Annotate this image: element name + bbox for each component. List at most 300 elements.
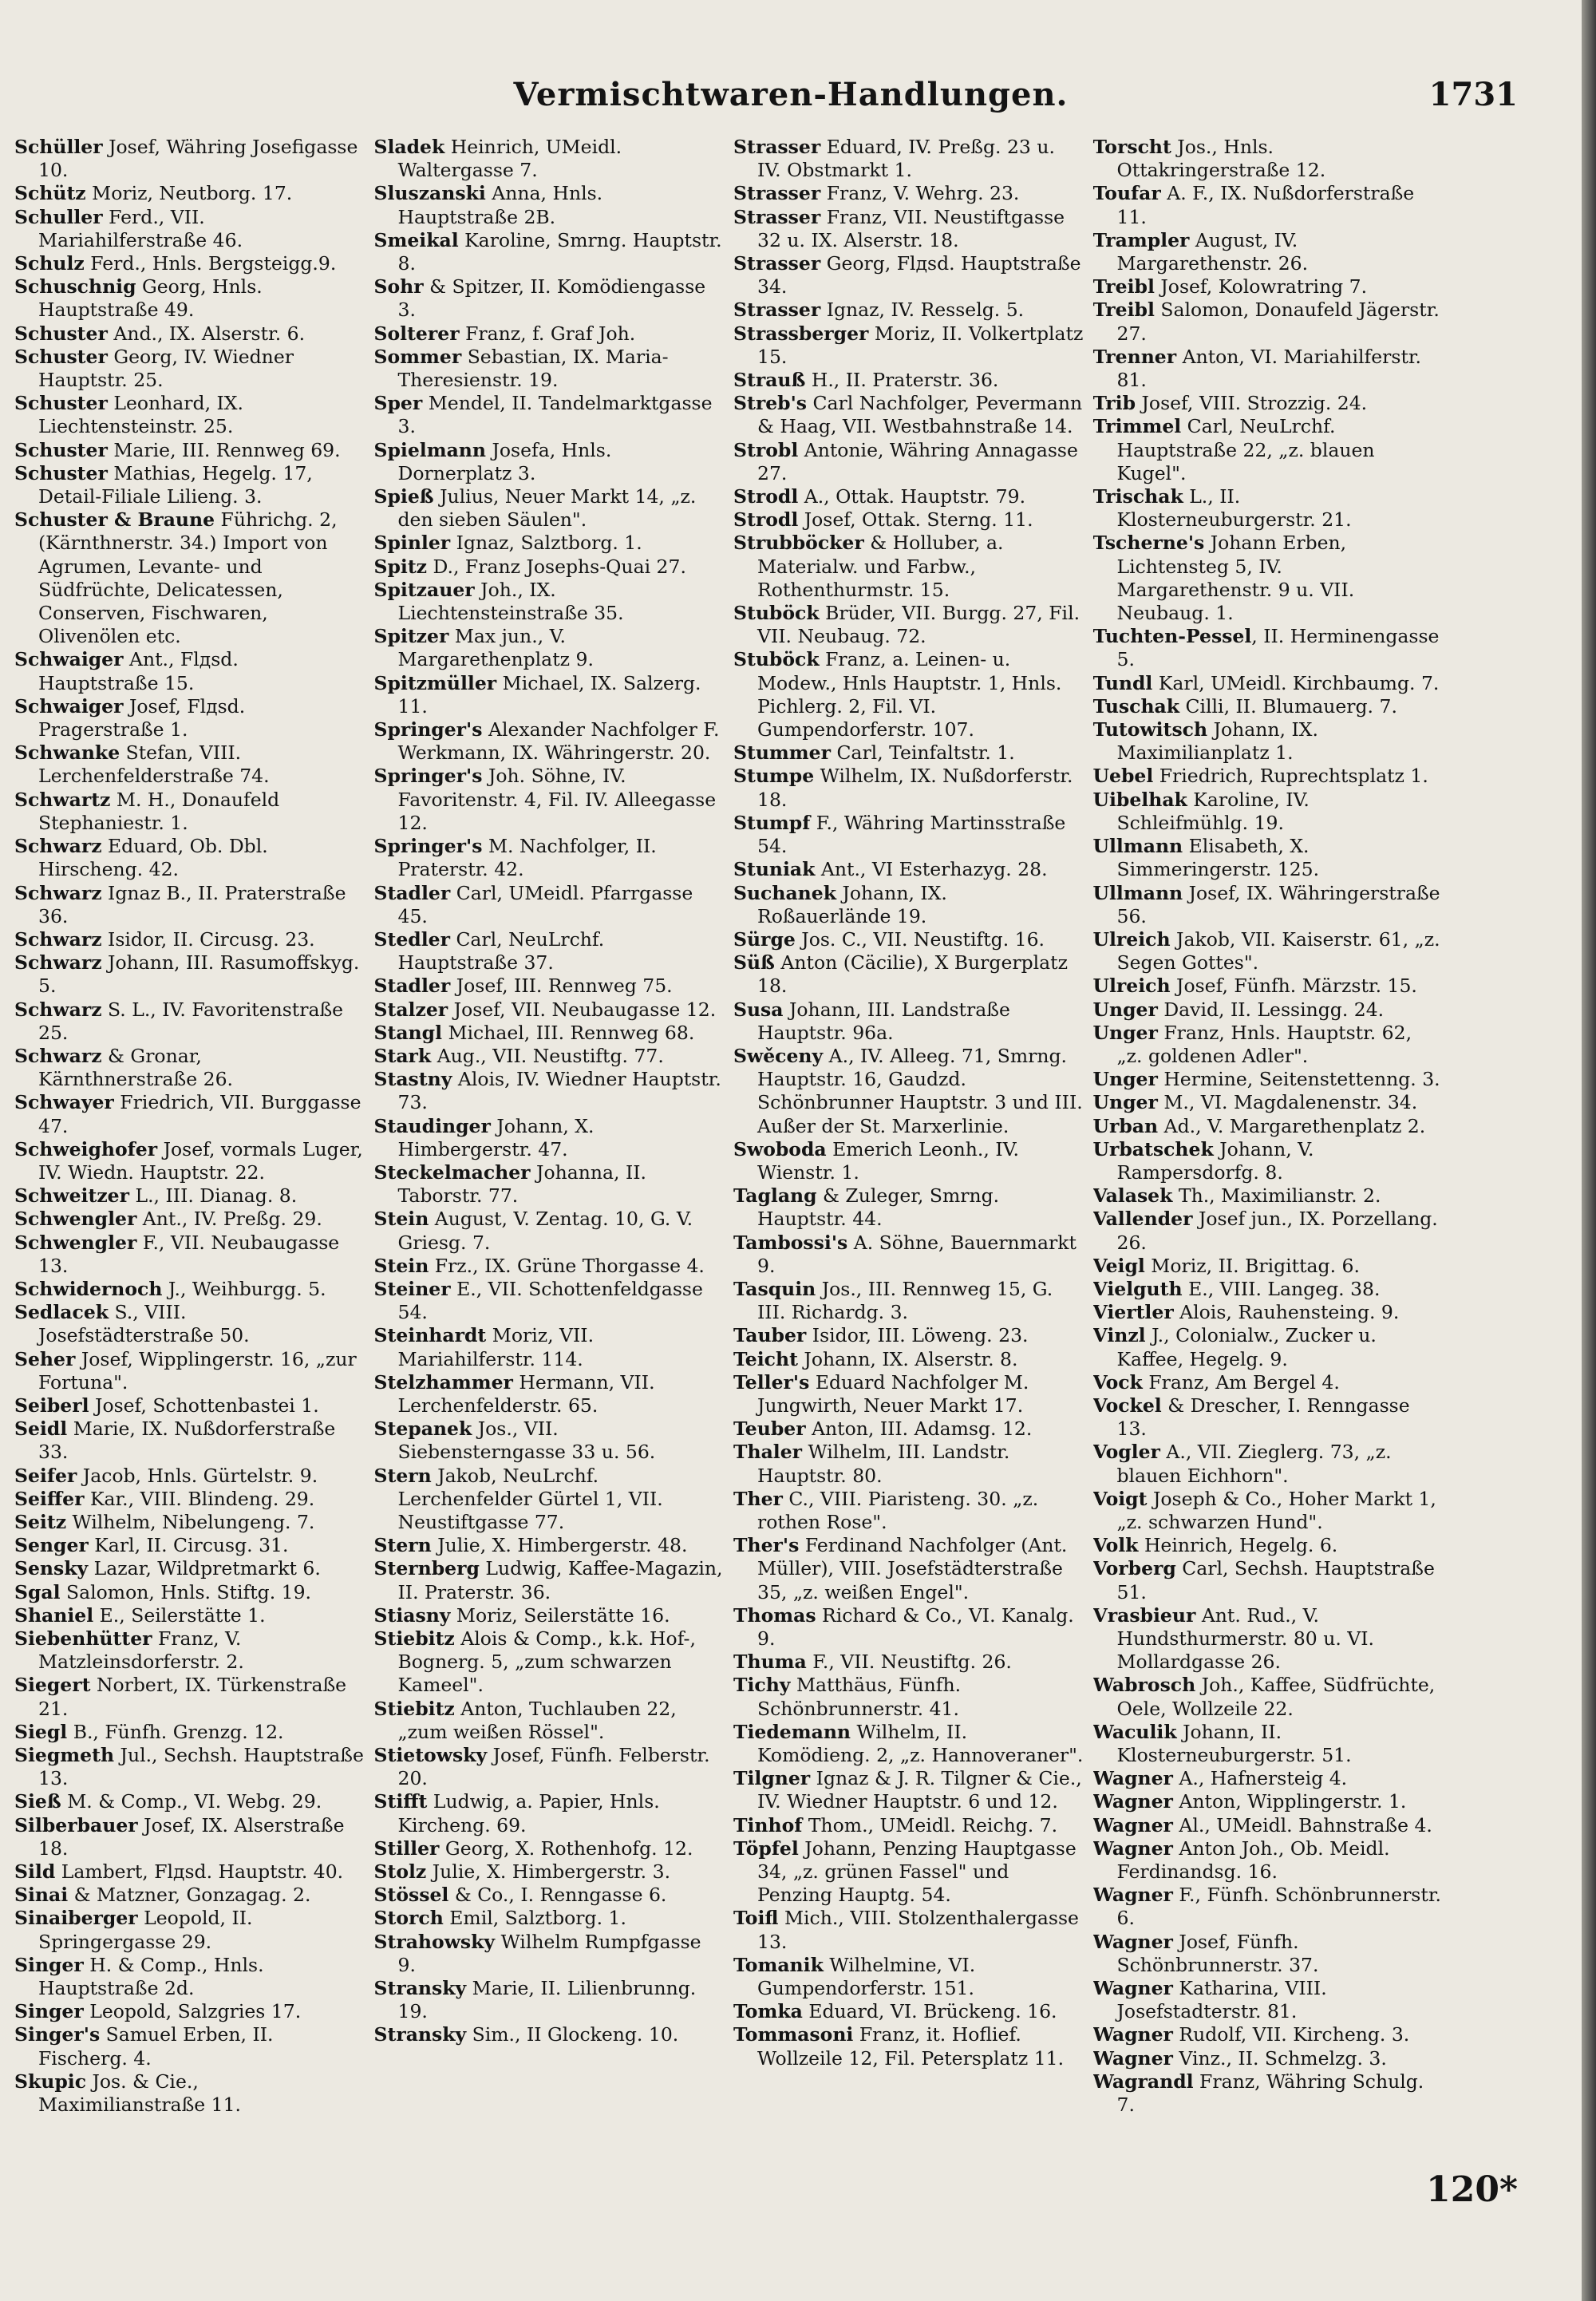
directory-entry — [1093, 835, 1444, 881]
entry-name: Schwidernoch — [14, 1277, 163, 1300]
directory-entry — [374, 275, 725, 322]
entry-name: Seher — [14, 1347, 76, 1370]
directory-entry — [374, 1417, 725, 1464]
entry-details: E., VIII. Langeg. 38. — [1182, 1277, 1381, 1300]
entry-details: Johann, X. Himbergerstr. 47. — [397, 1114, 595, 1160]
directory-entry — [1093, 1394, 1444, 1441]
entry-details: Franz, Währing Schulg. 7. — [1116, 2070, 1424, 2117]
entry-name: Stolz — [373, 1860, 427, 1884]
page-header — [0, 76, 1582, 132]
entry-details: Ferdinand Nachfolger (Ant. Müller), VIII. Josefstädterstraße 35, „z. weißen Engel". — [757, 1534, 1068, 1603]
entry-name: Schwaiger — [14, 694, 124, 718]
directory-entry — [1093, 1767, 1444, 1790]
entry-name: Strasser — [733, 298, 821, 322]
entry-details: Johann, V. Rampersdorfg. 8. — [1116, 1137, 1314, 1184]
directory-entry — [374, 136, 725, 182]
directory-entry — [14, 1557, 365, 1580]
directory-entry — [374, 1068, 725, 1114]
entry-details: Alois, IV. Wiedner Hauptstr. 73. — [397, 1068, 721, 1114]
column-4 — [1093, 136, 1444, 2211]
entry-name: Stransky — [373, 2023, 467, 2046]
directory-entry — [1093, 1557, 1444, 1603]
entry-name: Staudinger — [373, 1114, 491, 1137]
entry-name: Ulreich — [1092, 927, 1171, 951]
entry-name: Ther's — [733, 1534, 800, 1557]
entry-details: Franz, it. Hoflief. Wollzeile 12, Fil. Petersplatz 11. — [757, 2023, 1065, 2070]
entry-details: F., Fünfh. Schönbrunnerstr. 6. — [1116, 1884, 1441, 1930]
entry-name: Strobl — [733, 438, 799, 461]
entry-details: Hermann, VII. Lerchenfelderstr. 65. — [397, 1370, 655, 1417]
entry-details: Julie, X. Himbergerstr. 3. — [426, 1860, 671, 1884]
directory-entry — [374, 1255, 725, 1278]
entry-details: Max jun., V. Margarethenplatz 9. — [397, 625, 594, 671]
directory-entry — [1093, 2070, 1444, 2117]
entry-name: Seifer — [14, 1464, 77, 1487]
directory-entry — [14, 1814, 365, 1860]
entry-details: & Holluber, a. Materialw. und Farbw., Rothenthurmstr. 15. — [757, 532, 1004, 601]
directory-entry — [374, 485, 725, 532]
directory-entry — [14, 1465, 365, 1488]
entry-details: E., VII. Schottenfeldgasse 54. — [397, 1277, 703, 1324]
entry-name: Trenner — [1092, 345, 1177, 368]
directory-entry — [14, 439, 365, 462]
entry-name: Suchanek — [733, 881, 836, 904]
entry-name: Wagner — [1092, 1977, 1173, 2000]
directory-entry — [374, 1604, 725, 1627]
entry-details: A. Söhne, Bauernmarkt 9. — [757, 1231, 1077, 1277]
entry-name: Schuster — [14, 461, 108, 484]
directory-entry — [733, 182, 1084, 205]
entry-name: Springer's — [373, 765, 483, 788]
directory-entry — [14, 1674, 365, 1720]
entry-details: Josef, Flдsd. Pragerstraße 1. — [38, 694, 246, 741]
entry-name: Swoboda — [733, 1137, 827, 1160]
directory-entry — [1093, 136, 1444, 182]
entry-details: H., II. Praterstr. 36. — [805, 369, 999, 392]
entry-name: Sinai — [14, 1884, 69, 1907]
directory-entry — [1093, 625, 1444, 671]
entry-details: H. & Comp., Hnls. Hauptstraße 2d. — [38, 1953, 264, 2000]
entry-details: Ignaz B., II. Praterstraße 36. — [38, 881, 346, 927]
entry-details: Anna, Hnls. Hauptstraße 2B. — [397, 182, 603, 228]
directory-entry — [14, 1581, 365, 1604]
entry-name: Schuschnig — [14, 275, 136, 298]
directory-entry — [1093, 485, 1444, 532]
entry-details: Karl, II. Circusg. 31. — [88, 1534, 289, 1557]
directory-entry — [1093, 229, 1444, 275]
entry-name: Thaler — [733, 1441, 803, 1464]
entry-details: Salomon, Hnls. Stiftg. 19. — [60, 1580, 312, 1603]
directory-entry — [733, 1767, 1084, 1813]
directory-entry — [14, 1488, 365, 1511]
entry-name: Süß — [733, 951, 775, 975]
entry-details: Lazar, Wildpretmarkt 6. — [88, 1557, 321, 1580]
directory-entry — [1093, 1604, 1444, 1674]
directory-entry — [733, 136, 1084, 182]
entry-name: Stiller — [373, 1836, 440, 1860]
entry-details: Johann, III. Rasumoffskyg. 5. — [38, 951, 360, 998]
entry-details: Eduard, VI. Brückeng. 16. — [802, 2000, 1057, 2023]
entry-details: Sim., II Glockeng. 10. — [466, 2023, 679, 2046]
directory-entry — [374, 625, 725, 671]
entry-details: C., VIII. Piaristeng. 30. „z. rothen Rose". — [757, 1487, 1039, 1533]
entry-name: Tommasoni — [733, 2023, 854, 2046]
entry-name: Uebel — [1092, 765, 1154, 788]
entry-details: Ant., Flдsd. Hauptstraße 15. — [38, 648, 239, 694]
entry-details: Friedrich, VII. Burggasse 47. — [38, 1091, 361, 1137]
entry-details: M. & Comp., VI. Webg. 29. — [61, 1790, 322, 1813]
entry-name: Stark — [373, 1044, 432, 1067]
directory-entry — [733, 1278, 1084, 1324]
entry-details: Carl, NeuLrchf. Hauptstraße 37. — [397, 927, 605, 975]
entry-details: Johann, IX. Roßauerlände 19. — [757, 881, 947, 927]
entry-details: Johann, IX. Alserstr. 8. — [797, 1347, 1018, 1370]
entry-details: Josef, Fünfh. Schönbrunnerstr. 37. — [1116, 1930, 1319, 1976]
entry-details: Josef jun., IX. Porzellang. 26. — [1116, 1208, 1438, 1254]
directory-entry — [1093, 718, 1444, 765]
entry-details: & Matzner, Gonzagag. 2. — [68, 1884, 311, 1907]
entry-name: Stadler — [373, 975, 451, 998]
entry-name: Swěceny — [733, 1044, 824, 1067]
directory-entry — [733, 298, 1084, 322]
entry-details: Georg, Hnls. Hauptstraße 49. — [38, 275, 263, 322]
entry-name: Tauber — [733, 1324, 807, 1347]
entry-details: Norbert, IX. Türkenstraße 21. — [38, 1674, 347, 1720]
entry-details: Ad., V. Margarethenplatz 2. — [1158, 1114, 1426, 1137]
entry-details: Michael, IX. Salzerg. 11. — [397, 671, 701, 718]
directory-entry — [14, 136, 365, 182]
entry-name: Vockel — [1092, 1394, 1162, 1417]
entry-name: Tinhof — [733, 1813, 803, 1836]
entry-name: Spieß — [373, 485, 434, 508]
entry-name: Stuniak — [733, 858, 816, 881]
directory-entry — [733, 928, 1084, 951]
entry-name: Trischak — [1092, 485, 1183, 508]
entry-details: Rudolf, VII. Kircheng. 3. — [1172, 2023, 1410, 2046]
entry-name: Schwengler — [14, 1208, 137, 1231]
entry-details: Alexander Nachfolger F. Werkmann, IX. Währingerstr. 20. — [397, 718, 720, 765]
directory-entry — [1093, 298, 1444, 345]
entry-details: Richard & Co., VI. Kanalg. 9. — [757, 1603, 1074, 1650]
entry-details: Carl, UMeidl. Pfarrgasse 45. — [397, 881, 693, 927]
entry-details: Josef, Währing Josefigasse 10. — [38, 136, 358, 182]
entry-name: Ther — [733, 1487, 783, 1510]
entry-details: Friedrich, Ruprechtsplatz 1. — [1153, 765, 1428, 788]
entry-details: Moriz, II. Volkertplatz 15. — [757, 322, 1084, 368]
entry-details: & Zuleger, Smrng. Hauptstr. 44. — [757, 1184, 1000, 1231]
entry-name: Unger — [1092, 1091, 1158, 1114]
directory-entry — [374, 882, 725, 928]
entry-name: Wagner — [1092, 2046, 1173, 2070]
entry-name: Schuller — [14, 205, 103, 228]
directory-entry — [1093, 275, 1444, 298]
directory-entry — [14, 252, 365, 275]
entry-name: Seidl — [14, 1417, 68, 1441]
directory-entry — [1093, 1278, 1444, 1301]
entry-details: Eduard, Ob. Dbl. Hirscheng. 42. — [38, 835, 268, 881]
entry-details: S. L., IV. Favoritenstraße 25. — [38, 998, 344, 1044]
directory-entry — [374, 392, 725, 438]
entry-details: Antonie, Währing Annagasse 27. — [757, 438, 1078, 484]
entry-details: A., Hafnersteig 4. — [1172, 1767, 1348, 1790]
entry-name: Stern — [373, 1534, 432, 1557]
entry-name: Schwarz — [14, 927, 102, 951]
directory-entry — [1093, 1255, 1444, 1278]
entry-name: Stummer — [733, 741, 831, 765]
entry-details: Josef, IX. Währingerstraße 56. — [1116, 881, 1440, 927]
directory-entry — [733, 369, 1084, 392]
entry-name: Stumpf — [733, 811, 811, 834]
entry-name: Wagner — [1092, 1836, 1173, 1860]
directory-entry — [14, 1534, 365, 1557]
entry-details: Marie, II. Lilienbrunng. 19. — [397, 1977, 697, 2023]
directory-entry — [733, 1138, 1084, 1184]
entry-name: Sild — [14, 1860, 56, 1884]
entry-name: Siegmeth — [14, 1744, 115, 1767]
entry-details: Ludwig, Kaffee-Magazin, II. Praterstr. 36. — [397, 1557, 723, 1603]
entry-name: Tilgner — [733, 1767, 811, 1790]
entry-details: Josef, VII. Neubaugasse 12. — [448, 998, 717, 1021]
entry-name: Seiberl — [14, 1394, 89, 1417]
directory-entry — [733, 812, 1084, 858]
directory-entry — [374, 1744, 725, 1790]
entry-name: Schwarz — [14, 881, 102, 904]
entry-details: Josef, Schottenbastei 1. — [89, 1394, 319, 1417]
directory-entry — [374, 439, 725, 485]
entry-name: Stietowsky — [373, 1744, 488, 1767]
entry-name: Singer — [14, 2000, 84, 2023]
directory-entry — [733, 1837, 1084, 1908]
directory-entry — [374, 1627, 725, 1698]
directory-entry — [1093, 1977, 1444, 2023]
entry-details: Leopold, Salzgries 17. — [83, 2000, 302, 2023]
entry-details: Leonhard, IX. Liechtensteinstr. 25. — [38, 392, 243, 438]
directory-entry — [733, 858, 1084, 881]
entry-name: Schwarz — [14, 998, 102, 1021]
entry-details: And., IX. Alserstr. 6. — [107, 322, 306, 345]
column-3 — [733, 136, 1084, 2211]
entry-name: Sternberg — [373, 1557, 480, 1580]
entry-name: Ullmann — [1092, 881, 1183, 904]
entry-details: Hermine, Seitenstettenng. 3. — [1157, 1068, 1440, 1091]
entry-details: & Drescher, I. Renngasse 13. — [1116, 1394, 1410, 1441]
entry-details: A., IV. Alleeg. 71, Smrng. Hauptstr. 16, Gaudzd. Schönbrunner Hauptstr. 3 und III. Außer der St. Marxerlinie. — [757, 1044, 1083, 1137]
entry-name: Seitz — [14, 1510, 67, 1533]
entry-name: Strodl — [733, 508, 799, 532]
entry-name: Vorberg — [1092, 1557, 1176, 1580]
entry-details: Josef, VIII. Strozzig. 24. — [1136, 392, 1368, 415]
entry-details: Matthäus, Fünfh. Schönbrunnerstr. 41. — [757, 1674, 962, 1720]
entry-details: Ludwig, a. Papier, Hnls. Kircheng. 69. — [397, 1790, 660, 1836]
directory-entry — [14, 1138, 365, 1184]
entry-name: Singer — [14, 1953, 84, 1976]
directory-entry — [374, 1698, 725, 1744]
entry-details: Carl Nachfolger, Pevermann & Haag, VII. Westbahnstraße 14. — [757, 392, 1083, 438]
entry-name: Stein — [373, 1208, 429, 1231]
entry-details: Johann, II. Klosterneuburgerstr. 51. — [1116, 1720, 1352, 1767]
entry-name: Stangl — [373, 1021, 442, 1044]
directory-entry — [374, 1278, 725, 1324]
entry-details: Anton, VI. Mariahilferstr. 81. — [1116, 345, 1422, 392]
entry-name: Stumpe — [733, 765, 815, 788]
entry-name: Spitz — [373, 555, 428, 578]
entry-details: Franz, V. Matzleinsdorferstr. 2. — [38, 1627, 244, 1674]
entry-details: Wilhelm, Nibelungeng. 7. — [66, 1510, 315, 1533]
entry-details: Joseph & Co., Hoher Markt 1, „z. schwarzen Hund". — [1116, 1487, 1436, 1533]
entry-details: Julius, Neuer Markt 14, „z. den sieben Säulen". — [397, 485, 697, 532]
entry-name: Susa — [733, 998, 784, 1021]
entry-name: Teicht — [733, 1347, 798, 1370]
entry-name: Spitzmüller — [373, 671, 497, 694]
entry-details: Franz, Hnls. Hauptstr. 62, „z. goldenen Adler". — [1116, 1021, 1412, 1067]
entry-name: Tomanik — [733, 1953, 824, 1976]
entry-name: Singer's — [14, 2023, 101, 2046]
entry-name: Tundl — [1092, 671, 1153, 694]
column-2 — [374, 136, 725, 2211]
entry-details: Josef, Fünfh. Felberstr. 20. — [397, 1744, 710, 1790]
entry-details: Moriz, II. Brigittag. 6. — [1144, 1254, 1360, 1277]
directory-entry — [733, 882, 1084, 928]
entry-name: Steinhardt — [373, 1324, 487, 1347]
entry-name: Tomka — [733, 2000, 803, 2023]
entry-details: Alois & Comp., k.k. Hof-, Bognerg. 5, „zum schwarzen Kameel". — [397, 1627, 696, 1697]
directory-entry — [374, 1208, 725, 1254]
entry-details: Mich., VIII. Stolzenthalergasse 13. — [757, 1907, 1079, 1953]
entry-name: Strasser — [733, 205, 821, 228]
directory-entry — [14, 928, 365, 951]
entry-details: L., III. Dianag. 8. — [129, 1184, 298, 1208]
entry-details: Moriz, VII. Mariahilferstr. 114. — [397, 1324, 595, 1370]
entry-details: & Spitzer, II. Komödiengasse 3. — [397, 275, 706, 322]
entry-details: Vinz., II. Schmelzg. 3. — [1172, 2046, 1387, 2070]
entry-details: , II. Herminengasse 5. — [1116, 625, 1440, 671]
directory-entry — [374, 532, 725, 555]
directory-entry — [374, 928, 725, 975]
directory-columns — [14, 136, 1443, 2211]
entry-details: Emerich Leonh., IV. Wienstr. 1. — [757, 1137, 1019, 1184]
entry-details: J., Colonialw., Zucker u. Kaffee, Hegelg. 9. — [1116, 1324, 1377, 1370]
entry-name: Schwarz — [14, 1044, 102, 1067]
entry-name: Voigt — [1092, 1487, 1148, 1510]
entry-details: Jos., VII. Siebensterngasse 33 u. 56. — [397, 1417, 656, 1464]
entry-details: David, II. Lessingg. 24. — [1157, 998, 1385, 1021]
entry-details: S., VIII. Josefstädterstraße 50. — [38, 1301, 250, 1347]
directory-entry — [374, 579, 725, 625]
entry-name: Tambossi's — [733, 1231, 848, 1254]
entry-name: Treibl — [1092, 298, 1155, 322]
entry-name: Sohr — [373, 275, 424, 298]
directory-entry — [14, 1954, 365, 2000]
entry-details: Josef, Wipplingerstr. 16, „zur Fortuna". — [38, 1347, 357, 1394]
entry-details: Jacob, Hnls. Gürtelstr. 9. — [77, 1464, 318, 1487]
entry-name: Ullmann — [1092, 835, 1183, 858]
entry-details: Salomon, Donaufeld Jägerstr. 27. — [1116, 298, 1440, 345]
entry-name: Sürge — [733, 927, 796, 951]
directory-entry — [1093, 928, 1444, 975]
directory-entry — [1093, 346, 1444, 392]
directory-entry — [733, 602, 1084, 648]
entry-details: Emil, Salztborg. 1. — [443, 1907, 626, 1930]
directory-entry — [733, 2023, 1084, 2070]
entry-name: Torscht — [1092, 136, 1171, 158]
directory-entry — [1093, 998, 1444, 1022]
entry-details: Michael, III. Rennweg 68. — [442, 1021, 695, 1044]
directory-entry — [374, 1161, 725, 1208]
entry-name: Sedlacek — [14, 1301, 109, 1324]
directory-entry — [733, 532, 1084, 602]
directory-entry — [14, 835, 365, 881]
directory-entry — [374, 975, 725, 998]
entry-details: Johann Erben, Lichtensteg 5, IV. Margarethenstr. 9 u. VII. Neubaug. 1. — [1116, 532, 1355, 625]
entry-details: Stefan, VIII. Lerchenfelderstraße 74. — [38, 741, 270, 788]
entry-details: Johann, IX. Maximilianplatz 1. — [1116, 718, 1318, 765]
directory-entry — [14, 1907, 365, 1953]
entry-details: A., Ottak. Hauptstr. 79. — [798, 485, 1026, 508]
directory-entry — [733, 508, 1084, 532]
directory-entry — [374, 1837, 725, 1860]
directory-entry — [733, 998, 1084, 1045]
directory-entry — [14, 1184, 365, 1208]
entry-details: L., II. Klosterneuburgerstr. 21. — [1116, 485, 1352, 532]
entry-name: Stuböck — [733, 602, 820, 625]
entry-name: Steiner — [373, 1277, 451, 1300]
directory-entry — [14, 2000, 365, 2023]
entry-details: Anton (Cäcilie), X Burgerplatz 18. — [757, 951, 1068, 998]
entry-details: Wilhelm, III. Landstr. Hauptstr. 80. — [757, 1441, 1010, 1487]
entry-details: Mendel, II. Tandelmarktgasse 3. — [397, 392, 713, 438]
directory-entry — [1093, 1931, 1444, 1977]
entry-details: Wilhelmine, VI. Gumpendorferstr. 151. — [757, 1953, 976, 2000]
entry-details: August, V. Zentag. 10, G. V. Griesg. 7. — [397, 1208, 693, 1254]
directory-entry — [733, 765, 1084, 811]
entry-details: Ant., IV. Preßg. 29. — [136, 1208, 322, 1231]
entry-name: Strassberger — [733, 322, 869, 345]
entry-details: Joh., IX. Liechtensteinstraße 35. — [397, 578, 624, 625]
entry-details: Samuel Erben, II. Fischerg. 4. — [38, 2023, 274, 2070]
directory-entry — [14, 1348, 365, 1394]
entry-name: Wagner — [1092, 1930, 1173, 1953]
directory-entry — [733, 1651, 1084, 1674]
entry-details: Wilhelm, II. Komödieng. 2, „z. Hannoveraner". — [757, 1720, 1084, 1767]
directory-entry — [374, 346, 725, 392]
entry-name: Schwayer — [14, 1091, 114, 1114]
directory-entry — [733, 1488, 1084, 1534]
directory-entry — [1093, 695, 1444, 718]
entry-details: Moriz, Seilerstätte 16. — [450, 1603, 670, 1627]
directory-entry — [374, 182, 725, 228]
entry-details: Eduard, IV. Preßg. 23 u. IV. Obstmarkt 1. — [757, 136, 1055, 182]
directory-entry — [14, 1721, 365, 1744]
entry-name: Unger — [1092, 998, 1158, 1021]
directory-entry — [733, 1348, 1084, 1371]
entry-details: Jakob, NeuLrchf. Lerchenfelder Gürtel 1, VII. Neustiftgasse 77. — [397, 1464, 663, 1533]
entry-name: Siegl — [14, 1720, 68, 1743]
directory-entry — [1093, 2047, 1444, 2070]
entry-details: Anton, Wipplingerstr. 1. — [1172, 1790, 1407, 1813]
entry-name: Schwarz — [14, 951, 102, 975]
entry-details: Jul., Sechsh. Hauptstraße 13. — [38, 1744, 364, 1790]
entry-name: Stein — [373, 1254, 429, 1277]
directory-entry — [14, 1208, 365, 1231]
entry-name: Stiebitz — [373, 1627, 455, 1650]
entry-name: Treibl — [1092, 275, 1155, 298]
directory-entry — [1093, 1534, 1444, 1557]
entry-details: Eduard Nachfolger M. Jungwirth, Neuer Markt 17. — [757, 1370, 1029, 1417]
entry-name: Vrasbieur — [1092, 1603, 1196, 1627]
entry-name: Vogler — [1092, 1441, 1160, 1464]
directory-entry — [1093, 882, 1444, 928]
entry-details: Ferd., VII. Mariahilferstraße 46. — [38, 205, 243, 251]
